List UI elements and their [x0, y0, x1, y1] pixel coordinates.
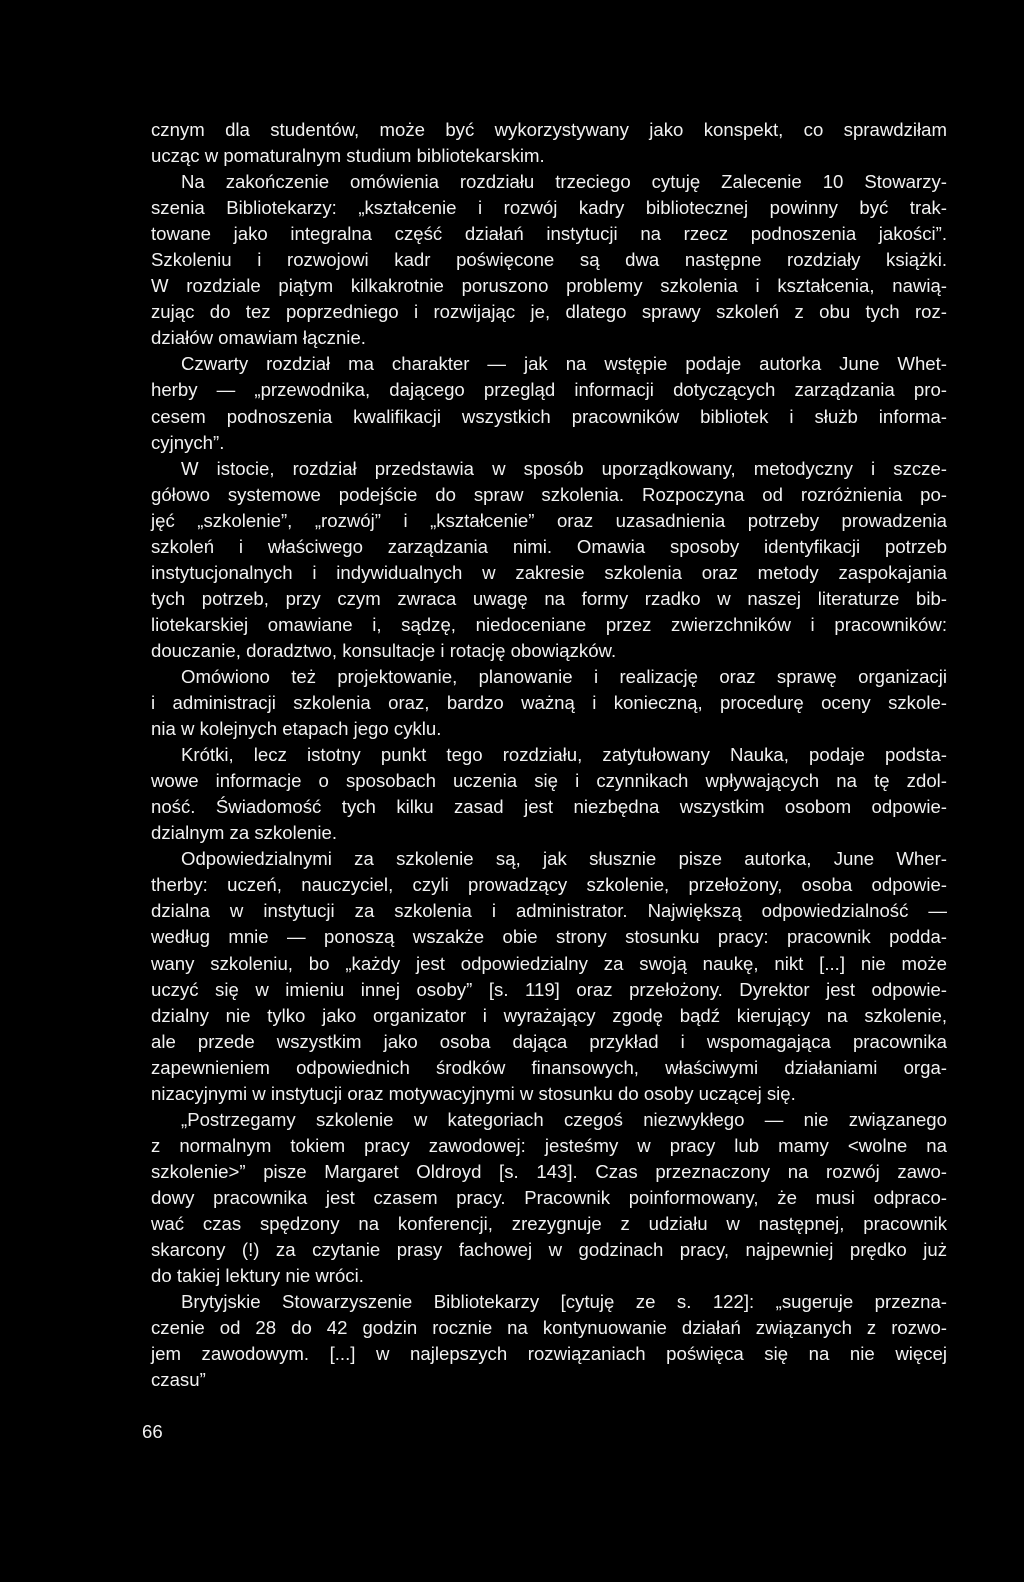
text-line: gółowo systemowe podejście do spraw szkolenia. Rozpoczyna od rozróżnienia po- — [151, 483, 947, 505]
text-line: dzialny nie tylko jako organizator i wyrażający zgodę bądź kierujący na szkolenie, — [151, 1004, 947, 1026]
text-line: szenia Bibliotekarzy: „kształcenie i rozwój kadry bibliotecznej powinny być trak- — [151, 197, 947, 219]
text-line: W rozdziale piątym kilkakrotnie poruszono problemy szkolenia i kształcenia, nawią- — [151, 275, 947, 297]
text-line: uczyć się w imieniu innej osoby” [s. 119] oraz przełożony. Dyrektor jest odpowie- — [151, 978, 947, 1000]
text-line: jem zawodowym. [...] w najlepszych rozwiązaniach poświęca się na nie więcej — [151, 1343, 947, 1365]
text-line: cznym dla studentów, może być wykorzystywany jako konspekt, co sprawdziłam — [151, 119, 947, 140]
text-line: Brytyjskie Stowarzyszenie Bibliotekarzy [cytuję ze s. 122]: „sugeruje przezna- — [181, 1291, 947, 1313]
text-line: W istocie, rozdział przedstawia w sposób uporządkowany, metodyczny i szcze- — [181, 457, 947, 479]
text-line: czasu” — [151, 1369, 206, 1391]
text-line: towane jako integralna część działań instytucji na rzecz podnoszenia jakości”. — [151, 223, 947, 245]
text-line: tych potrzeb, przy czym zwraca uwagę na formy rzadko w naszej literaturze bib- — [151, 587, 947, 609]
text-line: Odpowiedzialnymi za szkolenie są, jak słusznie pisze autorka, June Wher- — [181, 848, 947, 870]
text-line: Omówiono też projektowanie, planowanie i realizację oraz sprawę organizacji — [181, 665, 947, 687]
text-line: i administracji szkolenia oraz, bardzo ważną i konieczną, procedurę oceny szkole- — [151, 692, 947, 714]
body-text — [151, 117, 947, 1393]
text-line: nia w kolejnych etapach jego cyklu. — [151, 718, 442, 740]
text-line: douczanie, doradztwo, konsultacje i rotację obowiązków. — [151, 639, 617, 661]
text-line: ucząc w pomaturalnym studium bibliotekarskim. — [151, 145, 545, 167]
text-line: cesem podnoszenia kwalifikacji wszystkich pracowników bibliotek i służb informa- — [151, 405, 947, 427]
text-line: wać czas spędzony na konferencji, zrezygnuje z udziału w następnej, pracownik — [151, 1212, 947, 1234]
text-line: Krótki, lecz istotny punkt tego rozdziału, zatytułowany Nauka, podaje podsta- — [181, 744, 947, 766]
text-line: jęć „szkolenie”, „rozwój” i „kształcenie” oraz uzasadnienia potrzeby prowadzenia — [151, 509, 947, 531]
text-line: szkoleń i właściwego zarządzania nimi. Omawia sposoby identyfikacji potrzeb — [151, 535, 947, 557]
text-line: therby: uczeń, nauczyciel, czyli prowadzący szkolenie, przełożony, osoba odpowie- — [151, 874, 947, 896]
text-line: Szkoleniu i rozwojowi kadr poświęcone są dwa następne rozdziały książki. — [151, 249, 947, 271]
text-line: skarcony (!) za czytanie prasy fachowej w godzinach pracy, najpewniej prędko już — [151, 1239, 947, 1261]
text-line: Czwarty rozdział ma charakter — jak na wstępie podaje autorka June Whet- — [181, 353, 947, 375]
text-line: dowy pracownika jest czasem pracy. Pracownik poinformowany, że musi odpraco- — [151, 1186, 947, 1208]
text-line: wowe informacje o sposobach uczenia się i czynnikach wpływających na tę zdol- — [151, 770, 947, 792]
text-line: według mnie — ponoszą wszakże obie strony stosunku pracy: pracownik podda- — [151, 926, 947, 948]
text-line: „Postrzegamy szkolenie w kategoriach czegoś niezwykłego — nie związanego — [181, 1108, 947, 1130]
page-number: 66 — [142, 1421, 163, 1442]
text-line: wany szkoleniu, bo „każdy jest odpowiedzialny za swoją naukę, nikt [...] nie może — [151, 952, 947, 974]
text-line: zując do tez poprzedniego i rozwijając je, dlatego sprawy szkoleń z obu tych roz- — [151, 301, 947, 323]
text-line: cyjnych”. — [151, 431, 225, 453]
text-line: dzialna w instytucji za szkolenia i administrator. Największą odpowiedzialność — — [151, 900, 947, 922]
text-line: herby — „przewodnika, dającego przegląd informacji dotyczących zarządzania pro- — [151, 379, 947, 401]
text-line: do takiej lektury nie wróci. — [151, 1265, 364, 1287]
text-line: Na zakończenie omówienia rozdziału trzeciego cytuję Zalecenie 10 Stowarzy- — [181, 171, 947, 193]
text-line: czenie od 28 do 42 godzin rocznie na kontynuowanie działań związanych z rozwo- — [151, 1317, 947, 1339]
text-line: ność. Świadomość tych kilku zasad jest niezbędna wszystkim osobom odpowie- — [151, 796, 947, 818]
text-line: dzialnym za szkolenie. — [151, 822, 338, 844]
text-line: szkolenie>” pisze Margaret Oldroyd [s. 143]. Czas przeznaczony na rozwój zawo- — [151, 1160, 947, 1182]
text-line: instytucjonalnych i indywidualnych w zakresie szkolenia oraz metody zaspokajania — [151, 561, 947, 583]
text-line: zapewnieniem odpowiednich środków finansowych, właściwymi działaniami orga- — [151, 1056, 947, 1078]
text-line: z normalnym tokiem pracy zawodowej: jesteśmy w pracy lub mamy <wolne na — [151, 1134, 947, 1156]
text-line: działów omawiam łącznie. — [151, 327, 366, 349]
text-line: liotekarskiej omawiane i, sądzę, niedoceniane przez zwierzchników i pracowników: — [151, 613, 947, 635]
text-line: nizacyjnymi w instytucji oraz motywacyjnymi w stosunku do osoby uczącej się. — [151, 1082, 796, 1104]
text-line: ale przede wszystkim jako osoba dająca przykład i wspomagająca pracownika — [151, 1030, 947, 1052]
